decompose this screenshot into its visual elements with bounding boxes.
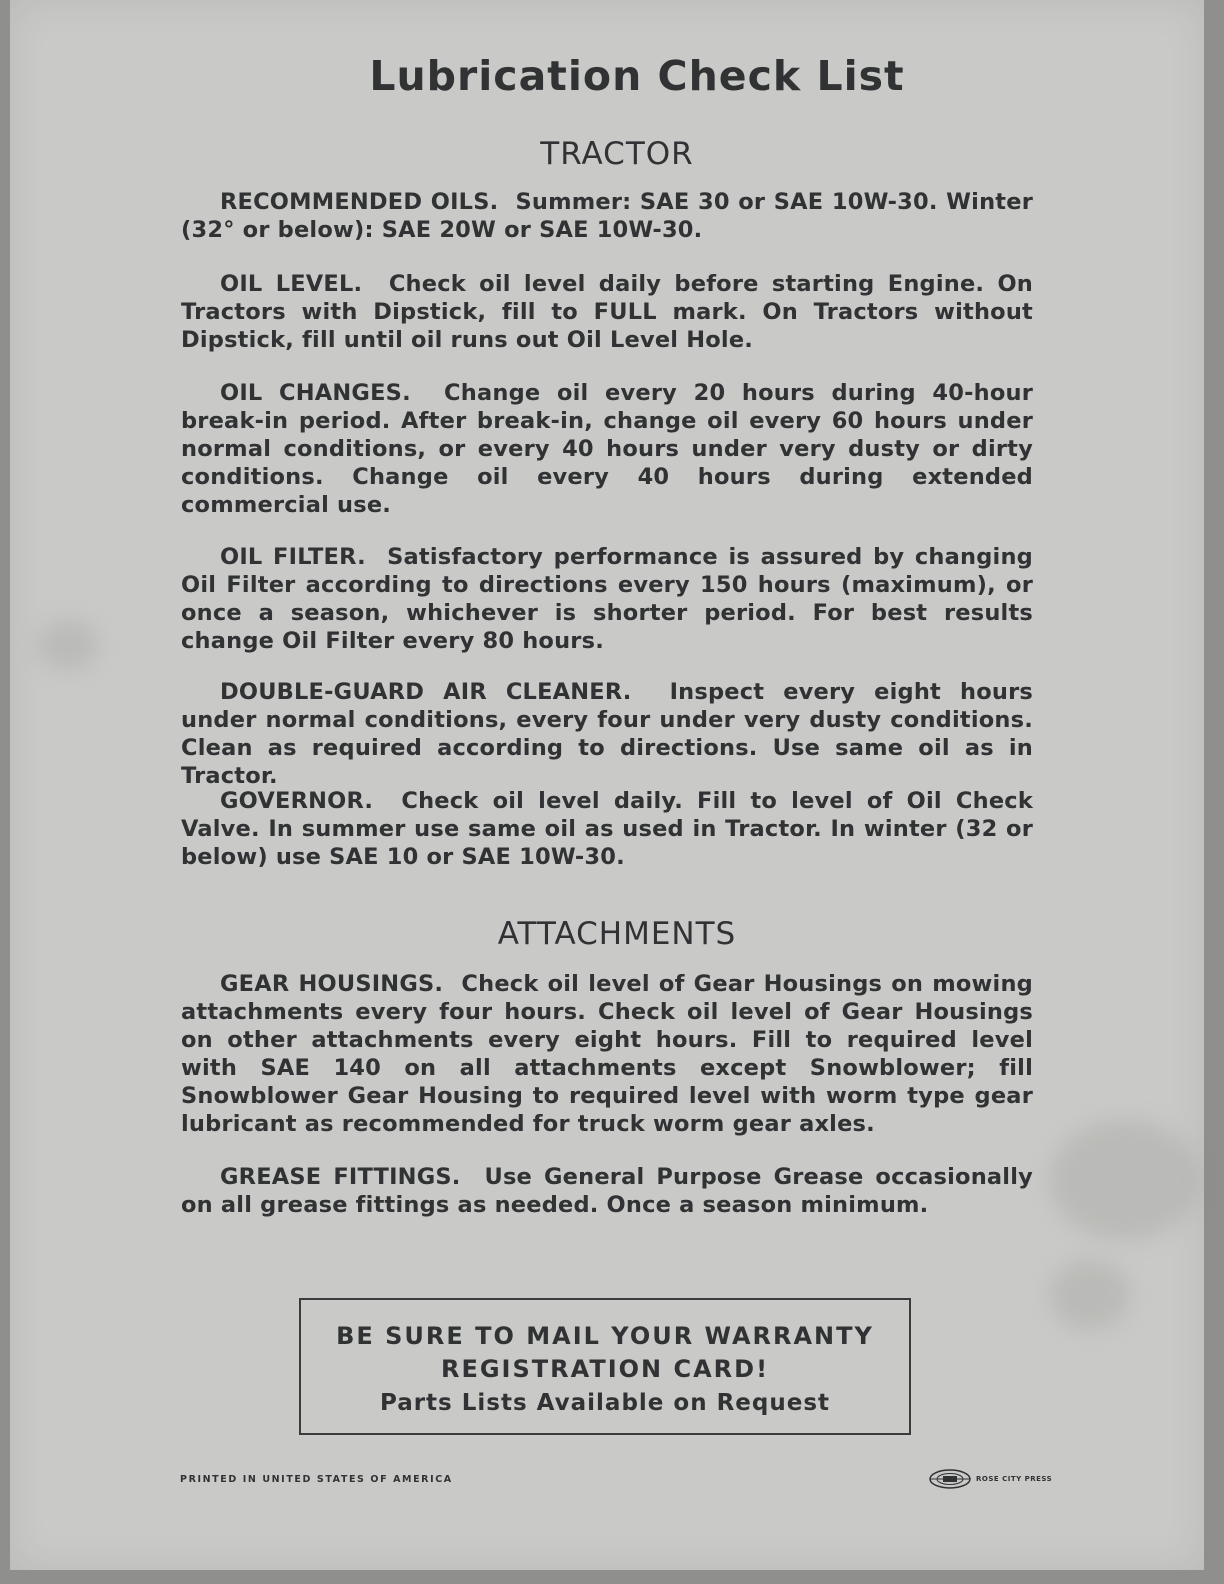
paragraph-lead: OIL FILTER. [220, 544, 366, 570]
section-heading-tractor: TRACTOR [540, 136, 694, 172]
paragraph-lead: GOVERNOR. [220, 788, 374, 814]
paragraph-governor [181, 787, 1033, 871]
smudge [38, 620, 98, 670]
warranty-notice-box [299, 1298, 911, 1435]
paragraph-lead: GEAR HOUSINGS. [220, 971, 444, 997]
section-heading-attachments: ATTACHMENTS [497, 916, 737, 952]
paragraph-text: Satisfactory performance is assured by changing Oil Filter according to directions every 150 hours (maximum), or once a season, whichever is shorter period. For best results change Oil Filter every 80 hours. [181, 544, 1033, 654]
paragraph-air-cleaner [181, 678, 1033, 790]
paragraph-oil-level [181, 270, 1033, 354]
paragraph-oil-changes [181, 379, 1033, 519]
notice-line-1: BE SURE TO MAIL YOUR WARRANTY [336, 1322, 874, 1350]
paragraph-lead: GREASE FITTINGS. [220, 1164, 461, 1190]
union-label-icon [928, 1468, 972, 1490]
printer-name: ROSE CITY PRESS [976, 1475, 1053, 1483]
paragraph-text: Check oil level daily before starting Engine. On Tractors with Dipstick, fill to FULL mark. On Tractors without Dipstick, fill until oil runs out Oil Level Hole. [181, 271, 1033, 353]
document-page [10, 0, 1204, 1570]
paragraph-text: Use General Purpose Grease occasionally on all grease fittings as needed. Once a season minimum. [181, 1164, 1033, 1218]
paragraph-text: Check oil level of Gear Housings on mowing attachments every four hours. Check oil level of Gear Housings on other attachments every eight hours. Fill to required level with SAE 140 on all attachments except Snowblower; fill Snowblower Gear Housing to required level with worm type gear lubricant as recommended for truck worm gear axles. [181, 971, 1033, 1137]
paragraph-gear-housings [181, 970, 1033, 1138]
paragraph-oil-filter [181, 543, 1033, 655]
notice-line-2: REGISTRATION CARD! [440, 1355, 770, 1383]
notice-line-3: Parts Lists Available on Request [379, 1390, 831, 1416]
smudge [1050, 1260, 1130, 1330]
paragraph-lead: RECOMMENDED OILS. [220, 189, 499, 215]
paragraph-lead: OIL LEVEL. [220, 271, 363, 297]
paragraph-lead: OIL CHANGES. [220, 380, 411, 406]
paragraph-recommended-oils [181, 188, 1033, 244]
paragraph-text: Inspect every eight hours under normal conditions, every four under very dusty conditions. Clean as required according to directions. Use same oil as in Tractor. [181, 679, 1033, 789]
paragraph-text: Check oil level daily. Fill to level of Oil Check Valve. In summer use same oil as used in Tractor. In winter (32 or below) use SAE 10 or SAE 10W-30. [181, 788, 1033, 870]
smudge [1050, 1120, 1200, 1240]
page-title: Lubrication Check List [369, 52, 905, 100]
paragraph-grease-fittings [181, 1163, 1033, 1219]
paragraph-text: Summer: SAE 30 or SAE 10W-30. Winter (32° or below): SAE 20W or SAE 10W-30. [181, 189, 1033, 243]
printer-mark [928, 1468, 1052, 1490]
paragraph-text: Change oil every 20 hours during 40-hour break-in period. After break-in, change oil every 60 hours under normal conditions, or every 40 hours under very dusty or dirty conditions. Change oil every 40 hours during extended commercial use. [181, 380, 1033, 518]
printed-in-usa-label: PRINTED IN UNITED STATES OF AMERICA [180, 1474, 453, 1485]
paragraph-lead: DOUBLE-GUARD AIR CLEANER. [220, 679, 632, 705]
